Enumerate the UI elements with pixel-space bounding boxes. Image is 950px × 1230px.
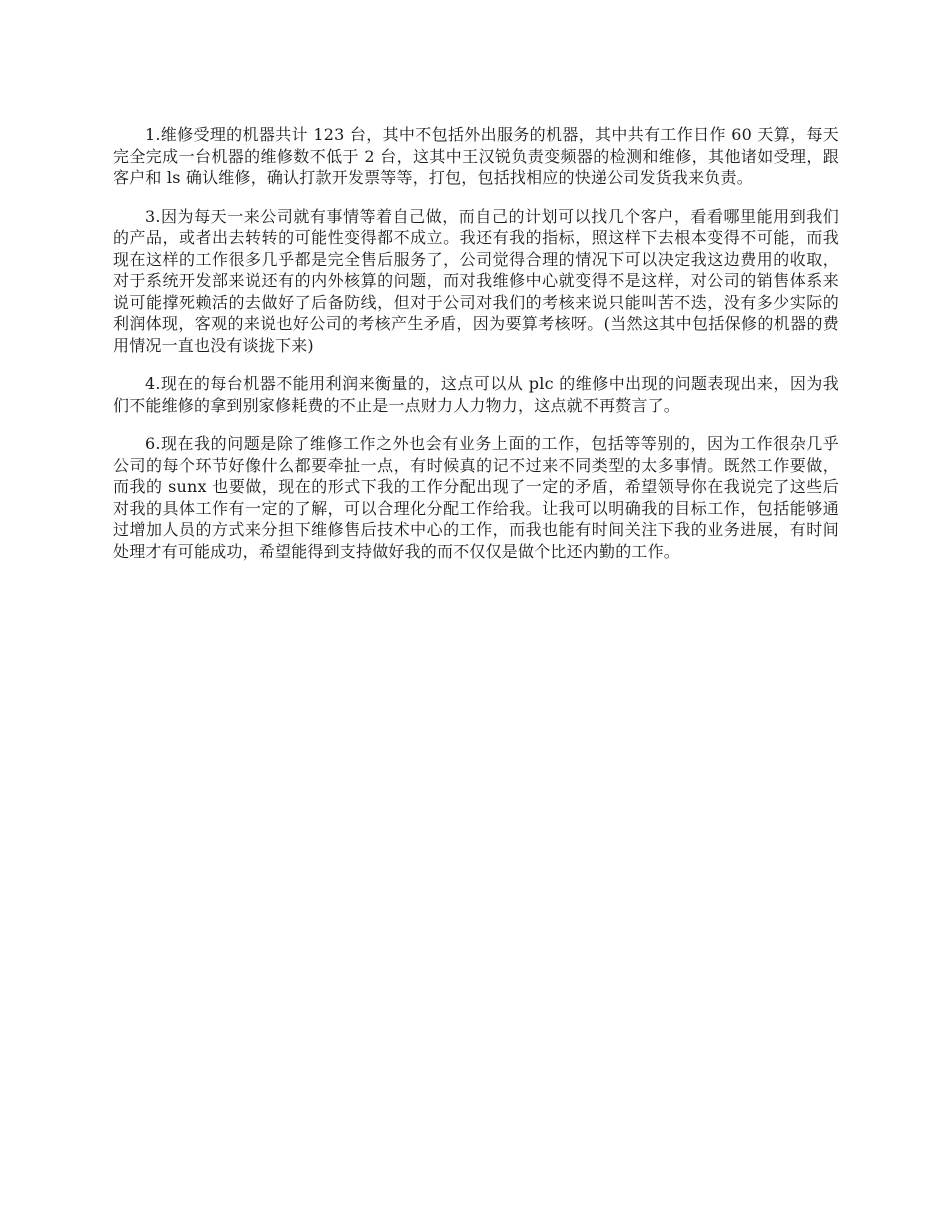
document-body (113, 124, 839, 579)
paragraph-6: 6.现在我的问题是除了维修工作之外也会有业务上面的工作，包括等等别的，因为工作很杂几乎公司的每个环节好像什么都要牵扯一点，有时候真的记不过来不同类型的太多事情。既然工作要做，而我的 sunx 也要做，现在的形式下我的工作分配出现了一定的矛盾，希望领导你在我说完了这些后对我的具体工作有一定的了解，可以合理化分配工作给我。让我可以明确我的目标工作，包括能够通过增加人员的方式来分担下维修售后技术中心的工作，而我也能有时间关注下我的业务进展，有时间处理才有可能成功，希望能得到支持做好我的而不仅仅是做个比还内勤的工作。 (113, 434, 839, 561)
paragraph-3: 3.因为每天一来公司就有事情等着自己做，而自己的计划可以找几个客户，看看哪里能用到我们的产品，或者出去转转的可能性变得都不成立。我还有我的指标，照这样下去根本变得不可能，而我现在这样的工作很多几乎都是完全售后服务了，公司觉得合理的情况下可以决定我这边费用的收取，对于系统开发部来说还有的内外核算的问题，而对我维修中心就变得不是这样，对公司的销售体系来说可能撑死赖活的去做好了后备防线，但对于公司对我们的考核来说只能叫苦不迭，没有多少实际的利润体现，客观的来说也好公司的考核产生矛盾，因为要算考核呀。(当然这其中包括保修的机器的费用情况一直也没有谈拢下来) (113, 206, 839, 355)
paragraph-4: 4.现在的每台机器不能用利润来衡量的，这点可以从 plc 的维修中出现的问题表现出来，因为我们不能维修的拿到别家修耗费的不止是一点财力人力物力，这点就不再赘言了。 (113, 374, 839, 415)
paragraph-1: 1.维修受理的机器共计 123 台，其中不包括外出服务的机器，其中共有工作日作 60 天算，每天完全完成一台机器的维修数不低于 2 台，这其中王汉锐负责变频器的检测和维修，其他诸如受理，跟客户和 ls 确认维修，确认打款开发票等等，打包，包括找相应的快递公司发货我来负责。 (113, 125, 839, 187)
